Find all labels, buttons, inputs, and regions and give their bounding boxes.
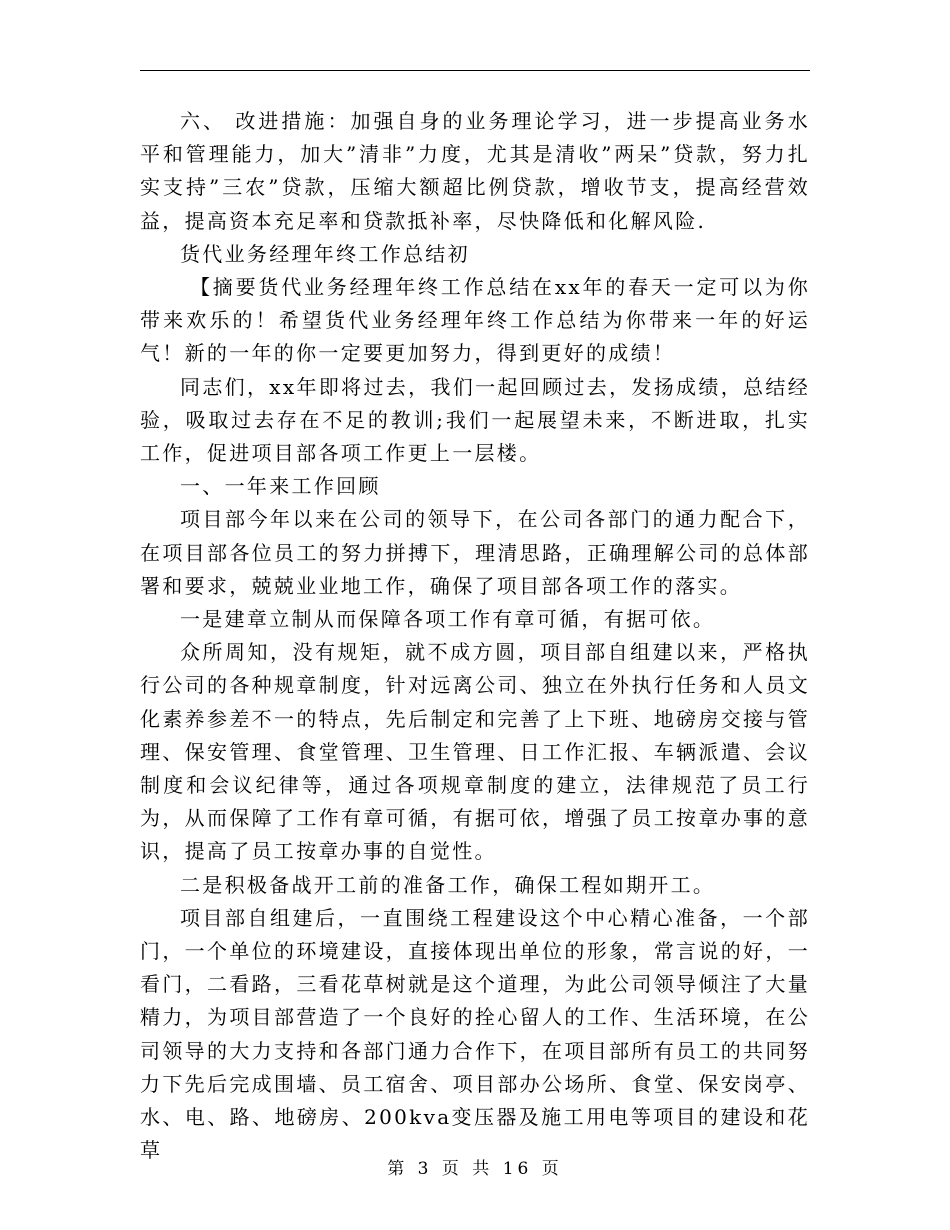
header-rule [140, 70, 810, 71]
page-footer: 第 3 页 共 16 页 [387, 1159, 563, 1179]
paragraph-improvement-measures: 六、 改进措施：加强自身的业务理论学习，进一步提高业务水平和管理能力，加大”清非”力度，尤其是清收”两呆”贷款，努力扎实支持”三农”贷款，压缩大额超比例贷款，增收节支，提高经营效益，提高资本充足率和贷款抵补率，尽快降低和化解风险. [140, 109, 810, 233]
paragraph-preparation: 项目部自组建后，一直围绕工程建设这个中心精心准备，一个部门，一个单位的环境建设，直接体现出单位的形象，常言说的好，一看门，二看路，三看花草树就是这个道理，为此公司领导倾注了大量精力，为项目部营造了一个良好的拴心留人的工作、生活环境，在公司领导的大力支持和各部门通力合作下，在项目部所有员工的共同努力下先后完成围墙、员工宿舍、项目部办公场所、食堂、保安岗亭、水、电、路、地磅房、200kva变压器及施工用电等项目的建设和花草 [140, 905, 810, 1163]
paragraph-point-two: 二是积极备战开工前的准备工作，确保工程如期开工。 [180, 872, 716, 897]
paragraph-overview: 项目部今年以来在公司的领导下，在公司各部门的通力配合下，在项目部各位员工的努力拼搏下，理清思路，正确理解公司的总体部署和要求，兢兢业业地工作，确保了项目部各项工作的落实。 [140, 507, 810, 598]
document-body [140, 105, 810, 1168]
paragraph-point-one: 一是建章立制从而保障各项工作有章可循，有据可依。 [180, 607, 716, 632]
paragraph-section-heading: 一、一年来工作回顾 [180, 474, 381, 499]
paragraph-greeting: 同志们，xx年即将过去，我们一起回顾过去，发扬成绩，总结经验，吸取过去存在不足的教训;我们一起展望未来，不断进取，扎实工作，促进项目部各项工作更上一层楼。 [140, 374, 810, 466]
paragraph-rules: 众所周知，没有规矩，就不成方圆，项目部自组建以来，严格执行公司的各种规章制度，针对远离公司、独立在外执行任务和人员文化素养参差不一的特点，先后制定和完善了上下班、地磅房交接与管理、保安管理、食堂管理、卫生管理、日工作汇报、车辆派遣、会议制度和会议纪律等，通过各项规章制度的建立，法律规范了员工行为，从而保障了工作有章可循，有据可依，增强了员工按章办事的意识，提高了员工按章办事的自觉性。 [140, 640, 810, 864]
paragraph-title: 货代业务经理年终工作总结初 [180, 241, 470, 266]
paragraph-abstract: 【摘要货代业务经理年终工作总结在xx年的春天一定可以为你带来欢乐的！希望货代业务经理年终工作总结为你带来一年的好运气！新的一年的你一定要更加努力，得到更好的成绩！ [140, 275, 810, 366]
